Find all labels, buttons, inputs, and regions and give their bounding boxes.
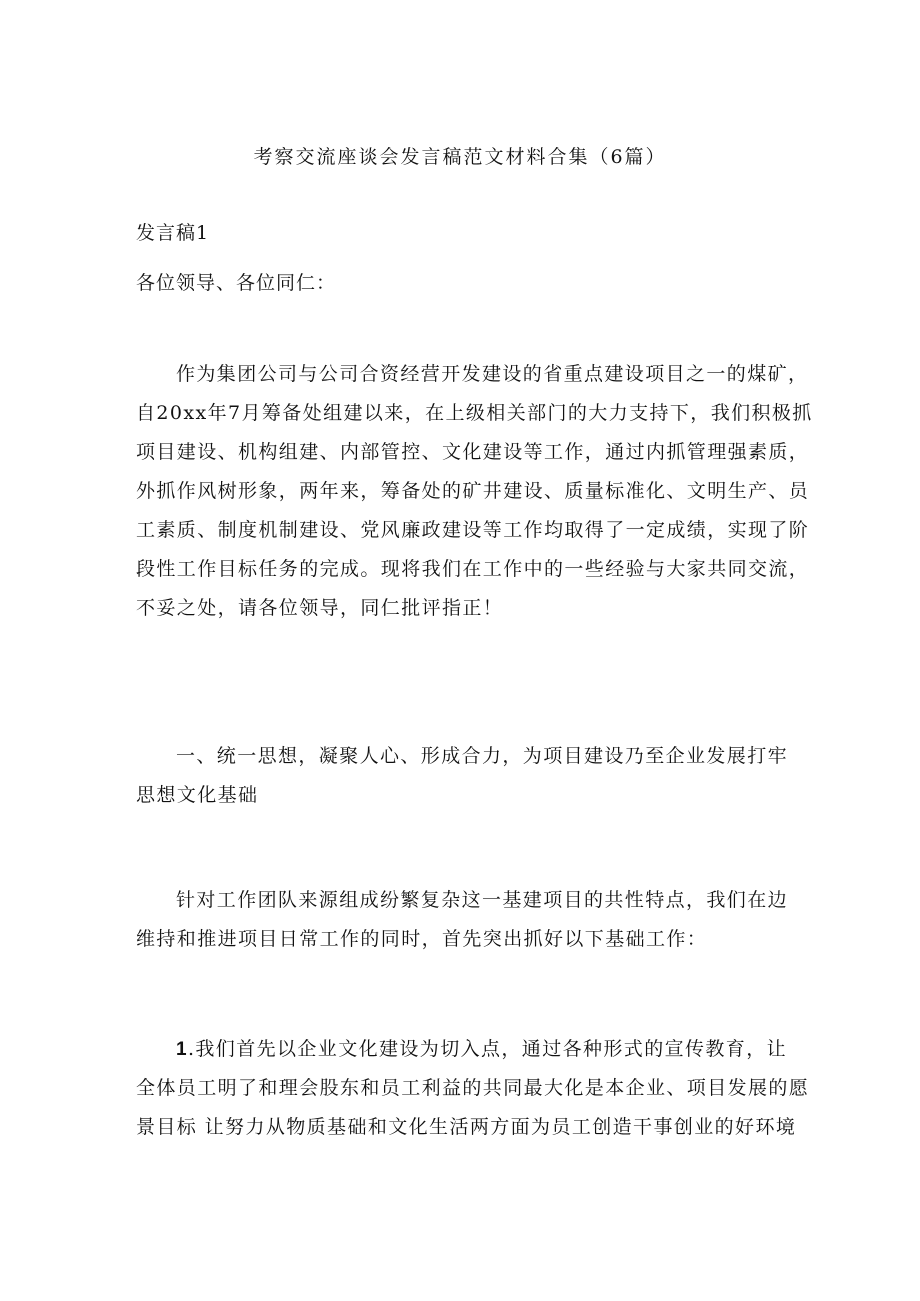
body-paragraph-2 — [136, 881, 789, 959]
heading-line: 一、统一思想，凝聚人心、形成合力，为项目建设乃至企业发展打牢 — [176, 745, 789, 767]
salutation: 各位领导、各位同仁： — [136, 272, 337, 294]
paragraph-line: 工素质、制度机制建设、党风廉政建设等工作均取得了一定成绩，实现了阶 — [136, 519, 810, 541]
paragraph-line: 针对工作团队来源组成纷繁复杂这一基建项目的共性特点，我们在边 — [176, 889, 789, 911]
section-label: 发言稿1 — [136, 222, 210, 244]
paragraph-line: 不妥之处，请各位领导，同仁批评指正！ — [136, 597, 504, 619]
paragraph-line: 景目标 让努力从物质基础和文化生活两方面为员工创造干事创业的好环境 — [136, 1116, 797, 1138]
list-item-first-line — [136, 1030, 786, 1069]
paragraph-line: 项目建设、机构组建、内部管控、文化建设等工作，通过内抓管理强素质， — [136, 441, 810, 463]
paragraph-line: 作为集团公司与公司合资经营开发建设的省重点建设项目之一的煤矿， — [176, 363, 809, 385]
list-item-text: .我们首先以企业文化建设为切入点，通过各种形式的宣传教育，让 — [187, 1038, 788, 1060]
intro-paragraph — [136, 355, 813, 628]
heading-line: 思想文化基础 — [136, 784, 259, 806]
paragraph-line: 段性工作目标任务的完成。现将我们在工作中的一些经验与大家共同交流， — [136, 558, 810, 580]
paragraph-line: 维持和推进项目日常工作的同时，首先突出抓好以下基础工作： — [136, 928, 708, 950]
list-item-1 — [136, 1030, 810, 1147]
paragraph-line: 自20xx年7月筹备处组建以来，在上级相关部门的大力支持下，我们积极抓 — [136, 402, 813, 424]
paragraph-line: 全体员工明了和理会股东和员工利益的共同最大化是本企业、项目发展的愿 — [136, 1077, 810, 1099]
section-heading-1 — [136, 737, 789, 815]
list-item-number: 1 — [176, 1039, 188, 1060]
document-title: 考察交流座谈会发言稿范文材料合集（6篇） — [253, 146, 667, 168]
paragraph-line: 外抓作风树形象，两年来，筹备处的矿井建设、质量标准化、文明生产、员 — [136, 480, 810, 502]
